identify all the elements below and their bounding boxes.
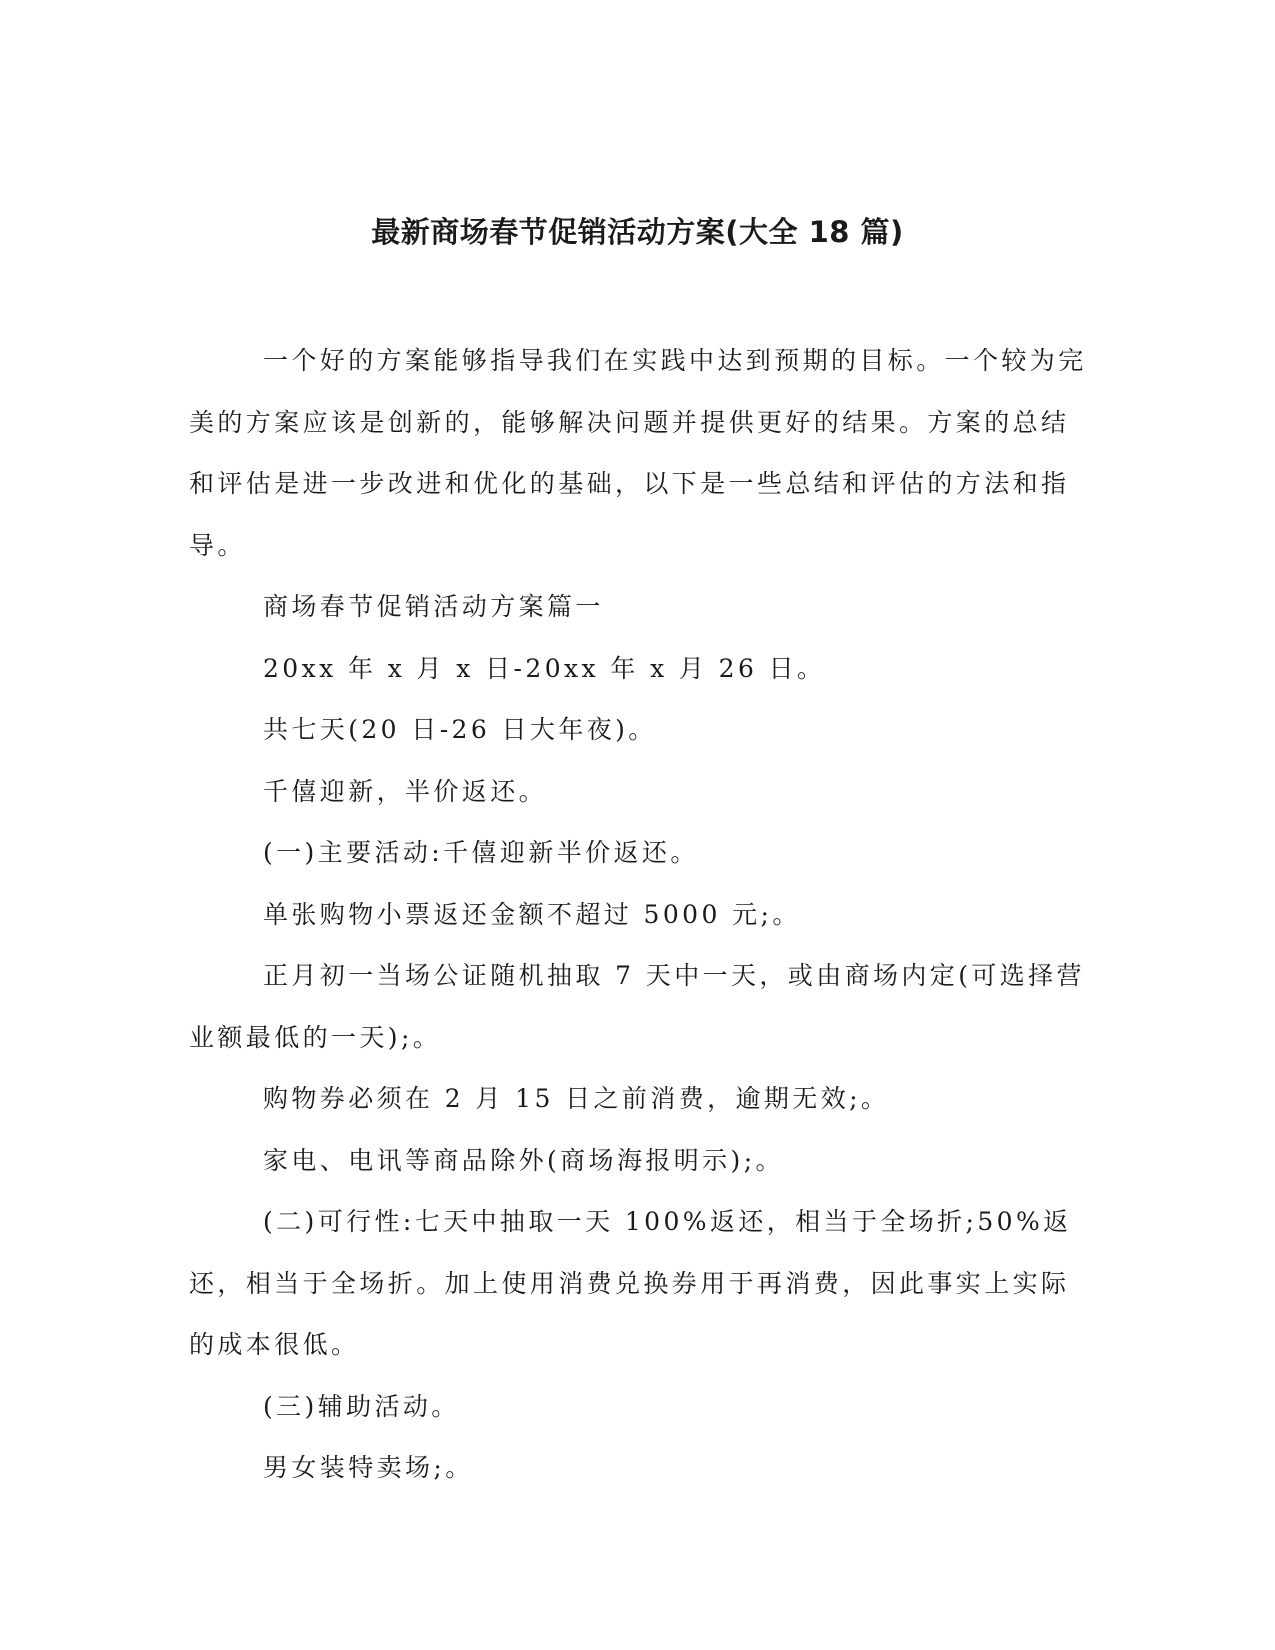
paragraph-coupon-expiry: 购物券必须在 2 月 15 日之前消费，逾期无效;。 bbox=[263, 1084, 890, 1113]
document-title: 最新商场春节促销活动方案(大全 18 篇) bbox=[371, 215, 904, 249]
intro-paragraph: 一个好的方案能够指导我们在实践中达到预期的目标。一个较为完美的方案应该是创新的，能够解决问题并提供更好的结果。方案的总结和评估是进一步改进和优化的基础，以下是一些总结和评估的方法和指导。 bbox=[189, 346, 1087, 560]
paragraph-date-range: 20xx 年 x 月 x 日-20xx 年 x 月 26 日。 bbox=[263, 653, 826, 683]
paragraph-auxiliary-activity: (三)辅助活动。 bbox=[263, 1391, 460, 1421]
document-body bbox=[189, 330, 1089, 1499]
section-heading: 商场春节促销活动方案篇一 bbox=[263, 592, 604, 621]
paragraph-exclusions: 家电、电讯等商品除外(商场海报明示);。 bbox=[263, 1145, 784, 1175]
paragraph-draw-rule: 正月初一当场公证随机抽取 7 天中一天，或由商场内定(可选择营业额最低的一天);。 bbox=[189, 961, 1085, 1052]
paragraph-duration: 共七天(20 日-26 日大年夜)。 bbox=[263, 715, 657, 744]
paragraph-feasibility: (二)可行性:七天中抽取一天 100%返还，相当于全场折;50%返还，相当于全场折。加上使用消费兑换券用于再消费，因此事实上实际的成本很低。 bbox=[189, 1207, 1072, 1359]
paragraph-theme: 千僖迎新，半价返还。 bbox=[263, 776, 548, 806]
paragraph-clothing-sale: 男女装特卖场;。 bbox=[263, 1453, 474, 1482]
paragraph-refund-limit: 单张购物小票返还金额不超过 5000 元;。 bbox=[263, 899, 801, 929]
paragraph-main-activity: (一)主要活动:千僖迎新半价返还。 bbox=[263, 838, 699, 867]
